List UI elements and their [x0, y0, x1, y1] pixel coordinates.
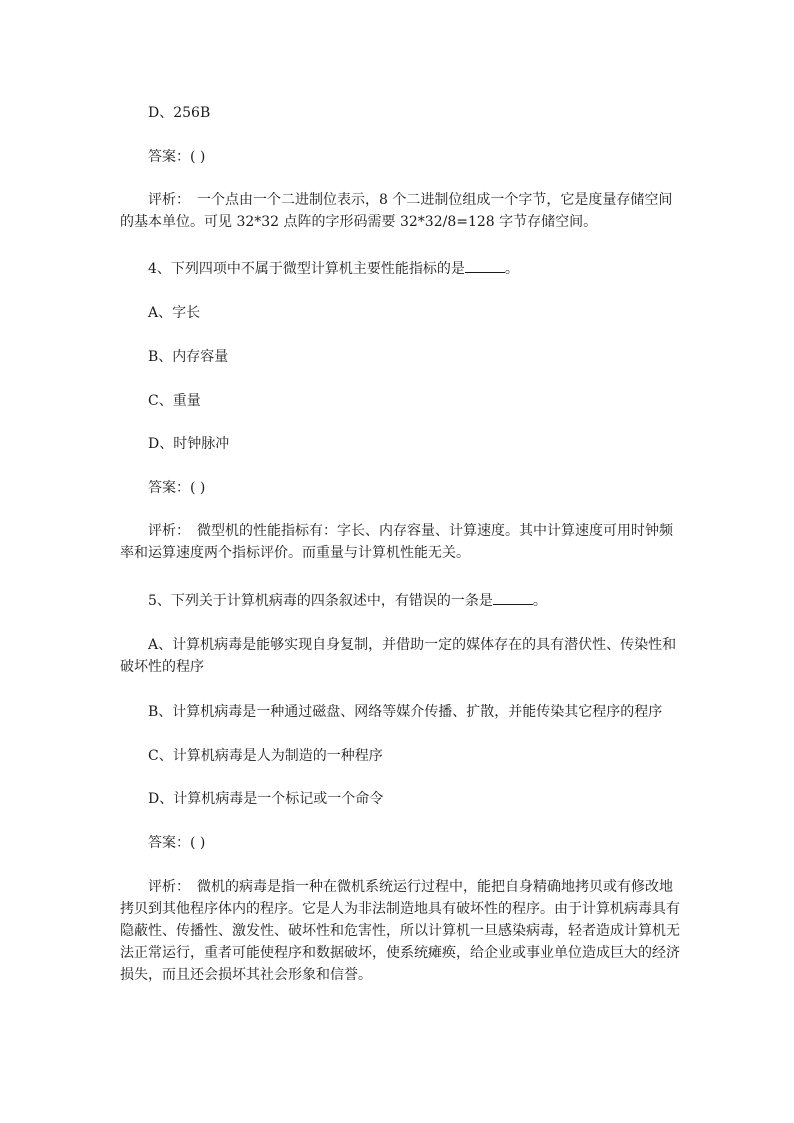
- q4-analysis: 评析： 微型机的性能指标有：字长、内存容量、计算速度。其中计算速度可用时钟频率和运算速度两个指标评价。而重量与计算机性能无关。: [120, 523, 673, 561]
- q4-option-a: A、字长: [148, 305, 201, 321]
- question-5: [120, 590, 680, 612]
- question-4-end: 。: [504, 261, 519, 277]
- q5-option-c: C、计算机病毒是人为制造的一种程序: [148, 748, 383, 764]
- q5-option-d: D、计算机病毒是一个标记或一个命令: [148, 791, 384, 807]
- analysis-prev: 评析： 一个点由一个二进制位表示，8 个二进制位组成一个字节，它是度量存储空间的基本单位。可见 32*32 点阵的字形码需要 32*32/8=128 字节存储空间。: [120, 192, 673, 230]
- question-4: [120, 258, 680, 280]
- q4-option-d: D、时钟脉冲: [148, 436, 230, 452]
- answer-blank: [465, 259, 505, 273]
- option-d-prev: D、256B: [148, 105, 211, 121]
- q4-answer: 答案：( ): [148, 480, 206, 496]
- q4-option-b: B、内存容量: [148, 349, 229, 365]
- answer-blank: [493, 591, 533, 605]
- q5-analysis: 评析： 微机的病毒是指一种在微机系统运行过程中，能把自身精确地拷贝或有修改地拷贝到其他程序体内的程序。它是人为非法制造地具有破坏性的程序。由于计算机病毒具有隐蔽性、传播性、激发性、破坏性和危害性，所以计算机一旦感染病毒，轻者造成计算机无法正常运行，重者可能使程序和数据破坏，使系统瘫痪，给企业或事业单位造成巨大的经济损失，而且还会损坏其社会形象和信誉。: [120, 879, 680, 983]
- q5-option-a: A、计算机病毒是能够实现自身复制，并借助一定的媒体存在的具有潜伏性、传染性和破坏性的程序: [120, 637, 677, 675]
- q4-option-c: C、重量: [148, 393, 201, 409]
- q5-option-b: B、计算机病毒是一种通过磁盘、网络等媒介传播、扩散，并能传染其它程序的程序: [148, 704, 663, 720]
- question-5-end: 。: [532, 593, 547, 609]
- answer-prev: 答案：( ): [148, 149, 206, 165]
- question-5-stem: 5、下列关于计算机病毒的四条叙述中，有错误的一条是: [148, 593, 493, 609]
- q5-answer: 答案：( ): [148, 835, 206, 851]
- question-4-stem: 4、下列四项中不属于微型计算机主要性能指标的是: [148, 261, 465, 277]
